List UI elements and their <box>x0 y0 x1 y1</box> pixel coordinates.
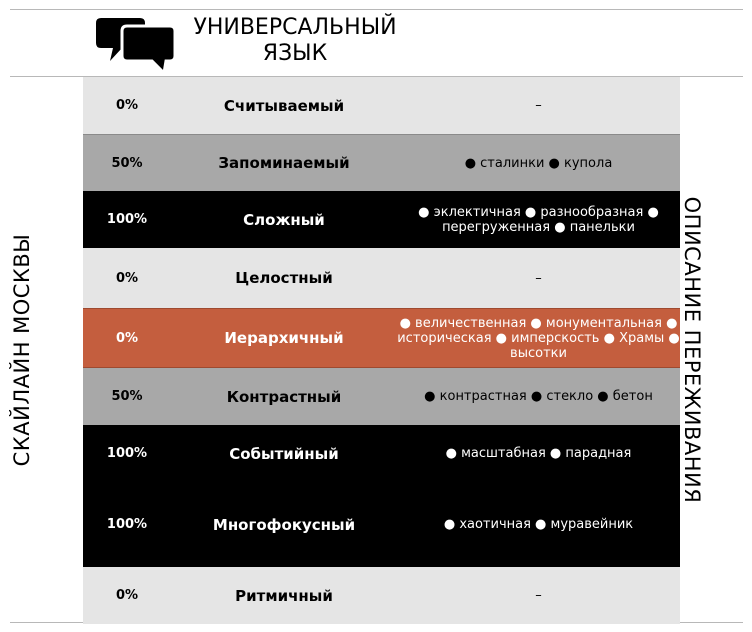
table-row <box>83 368 680 425</box>
row-description: ● масштабная ● парадная <box>445 446 632 461</box>
top-divider <box>10 9 743 10</box>
table-row <box>83 482 680 567</box>
row-description: ● хаотичная ● муравейник <box>443 517 634 532</box>
row-name: Запоминаемый <box>218 154 350 172</box>
row-percent: 100% <box>106 446 148 461</box>
row-description: ● контрастная ● стекло ● бетон <box>424 389 653 404</box>
table-row <box>83 425 680 482</box>
row-name: Событийный <box>229 444 339 463</box>
skyline-table <box>83 77 680 624</box>
row-name: Иерархичный <box>224 329 344 347</box>
title-line-1: УНИВЕРСАЛЬНЫЙ <box>193 15 397 40</box>
table-row <box>83 567 680 624</box>
row-percent: 0% <box>115 588 139 603</box>
table-row <box>83 134 680 191</box>
row-description: – <box>535 98 542 113</box>
row-percent: 50% <box>111 155 143 171</box>
row-percent: 100% <box>106 212 148 227</box>
row-percent: 0% <box>115 330 139 346</box>
row-description: – <box>535 588 542 603</box>
row-name: Контрастный <box>226 387 342 406</box>
table-row <box>83 191 680 248</box>
title-line-2: ЯЗЫК <box>262 41 328 66</box>
row-percent: 100% <box>106 517 148 532</box>
row-percent: 0% <box>115 270 139 286</box>
right-axis-label: ОПИСАНИЕ ПЕРЕЖИВАНИЯ <box>680 196 704 504</box>
row-name: Целостный <box>235 269 333 287</box>
row-name: Многофокусный <box>212 515 356 534</box>
page-title <box>180 15 410 67</box>
row-name: Ритмичный <box>235 586 333 605</box>
row-name: Считываемый <box>223 96 345 115</box>
row-description: ● величественная ● монументальная ● историческая ● имперскость ● Храмы ● высотки <box>397 315 680 361</box>
speech-bubbles-icon <box>96 16 180 74</box>
table-row <box>83 77 680 134</box>
table-row <box>83 248 680 308</box>
row-description: ● сталинки ● купола <box>464 155 613 171</box>
row-name: Сложный <box>243 210 325 229</box>
row-description: ● эклектичная ● разнообразная ● перегруженная ● панельки <box>418 204 659 235</box>
row-description: – <box>535 270 542 286</box>
row-percent: 0% <box>115 98 139 113</box>
left-axis-label: СКАЙЛАЙН МОСКВЫ <box>10 233 34 467</box>
row-percent: 50% <box>111 389 143 404</box>
table-row <box>83 308 680 368</box>
